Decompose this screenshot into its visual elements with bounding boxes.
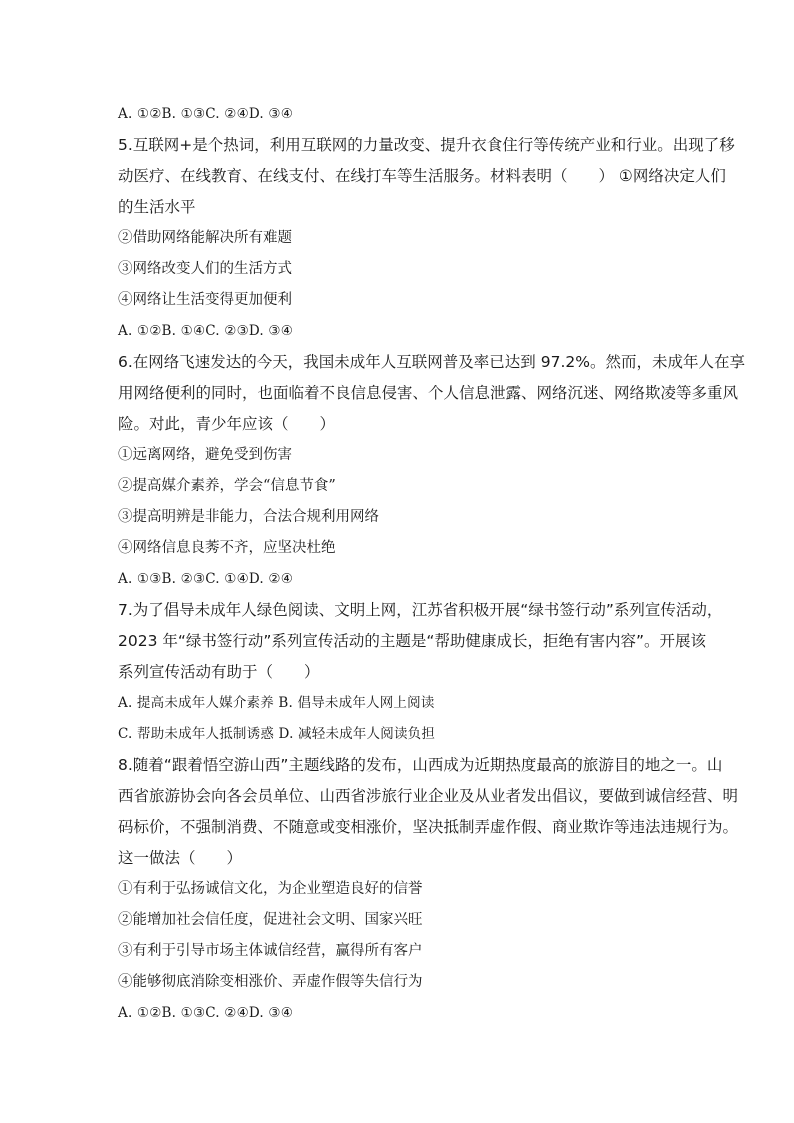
q5-statement-4: ④网络让生活变得更加便利: [118, 292, 292, 308]
q7-options-ab: A. 提高未成年人媒介素养 B. 倡导未成年人网上阅读: [118, 695, 435, 711]
q6-stem-line-1: 6.在网络飞速发达的今天，我国未成年人互联网普及率已达到 97.2%。然而，未成年人在享: [118, 353, 745, 371]
q8-stem-line-2: 西省旅游协会向各会员单位、山西省涉旅行业企业及从业者发出倡议，要做到诚信经营、明: [118, 787, 739, 805]
q6-stem-line-2: 用网络便利的同时，也面临着不良信息侵害、个人信息泄露、网络沉迷、网络欺凌等多重风: [118, 384, 739, 402]
q7-stem-line-3: 系列宣传活动有助于（ ）: [118, 663, 320, 681]
q5-stem-line-1: 5.互联网+是个热词，利用互联网的力量改变、提升衣食住行等传统产业和行业。出现了移: [118, 136, 735, 154]
q5-statement-3: ③网络改变人们的生活方式: [118, 261, 292, 277]
q8-statement-3: ③有利于引导市场主体诚信经营，赢得所有客户: [118, 943, 423, 959]
q5-statement-2: ②借助网络能解决所有难题: [118, 230, 292, 246]
q7-options-cd: C. 帮助未成年人抵制诱惑 D. 减轻未成年人阅读负担: [118, 726, 436, 742]
q8-statement-1: ①有利于弘扬诚信文化，为企业塑造良好的信誉: [118, 881, 423, 897]
q6-statement-1: ①远离网络，避免受到伤害: [118, 447, 292, 463]
q6-statement-4: ④网络信息良莠不齐，应坚决杜绝: [118, 540, 336, 556]
q8-stem-line-1: 8.随着“跟着悟空游山西”主题线路的发布，山西成为近期热度最高的旅游目的地之一。山: [118, 756, 723, 774]
q6-statement-3: ③提高明辨是非能力，合法合规利用网络: [118, 509, 379, 525]
q7-stem-line-2: 2023 年“绿书签行动”系列宣传活动的主题是“帮助健康成长，拒绝有害内容”。开展该: [118, 632, 706, 650]
q8-options: A. ①②B. ①③C. ②④D. ③④: [118, 1005, 294, 1021]
q5-stem-line-3: 的生活水平: [118, 198, 196, 216]
q4-options: A. ①②B. ①③C. ②④D. ③④: [118, 106, 294, 122]
q6-stem-line-3: 险。对此，青少年应该（ ）: [118, 415, 336, 433]
q8-statement-4: ④能够彻底消除变相涨价、弄虚作假等失信行为: [118, 974, 423, 990]
q8-statement-2: ②能增加社会信任度，促进社会文明、国家兴旺: [118, 912, 423, 928]
q6-options: A. ①③B. ②③C. ①④D. ②④: [118, 571, 294, 587]
q8-stem-line-3: 码标价，不强制消费、不随意或变相涨价，坚决抵制弄虚作假、商业欺诈等违法违规行为。: [118, 818, 739, 836]
q5-options: A. ①②B. ①④C. ②③D. ③④: [118, 323, 294, 339]
q6-statement-2: ②提高媒介素养，学会“信息节食”: [118, 478, 336, 494]
q7-stem-line-1: 7.为了倡导未成年人绿色阅读、文明上网，江苏省积极开展“绿书签行动”系列宣传活动，: [118, 601, 723, 619]
q5-stem-line-2: 动医疗、在线教育、在线支付、在线打车等生活服务。材料表明（ ） ①网络决定人们: [118, 167, 726, 185]
q8-stem-line-4: 这一做法（ ）: [118, 849, 243, 867]
